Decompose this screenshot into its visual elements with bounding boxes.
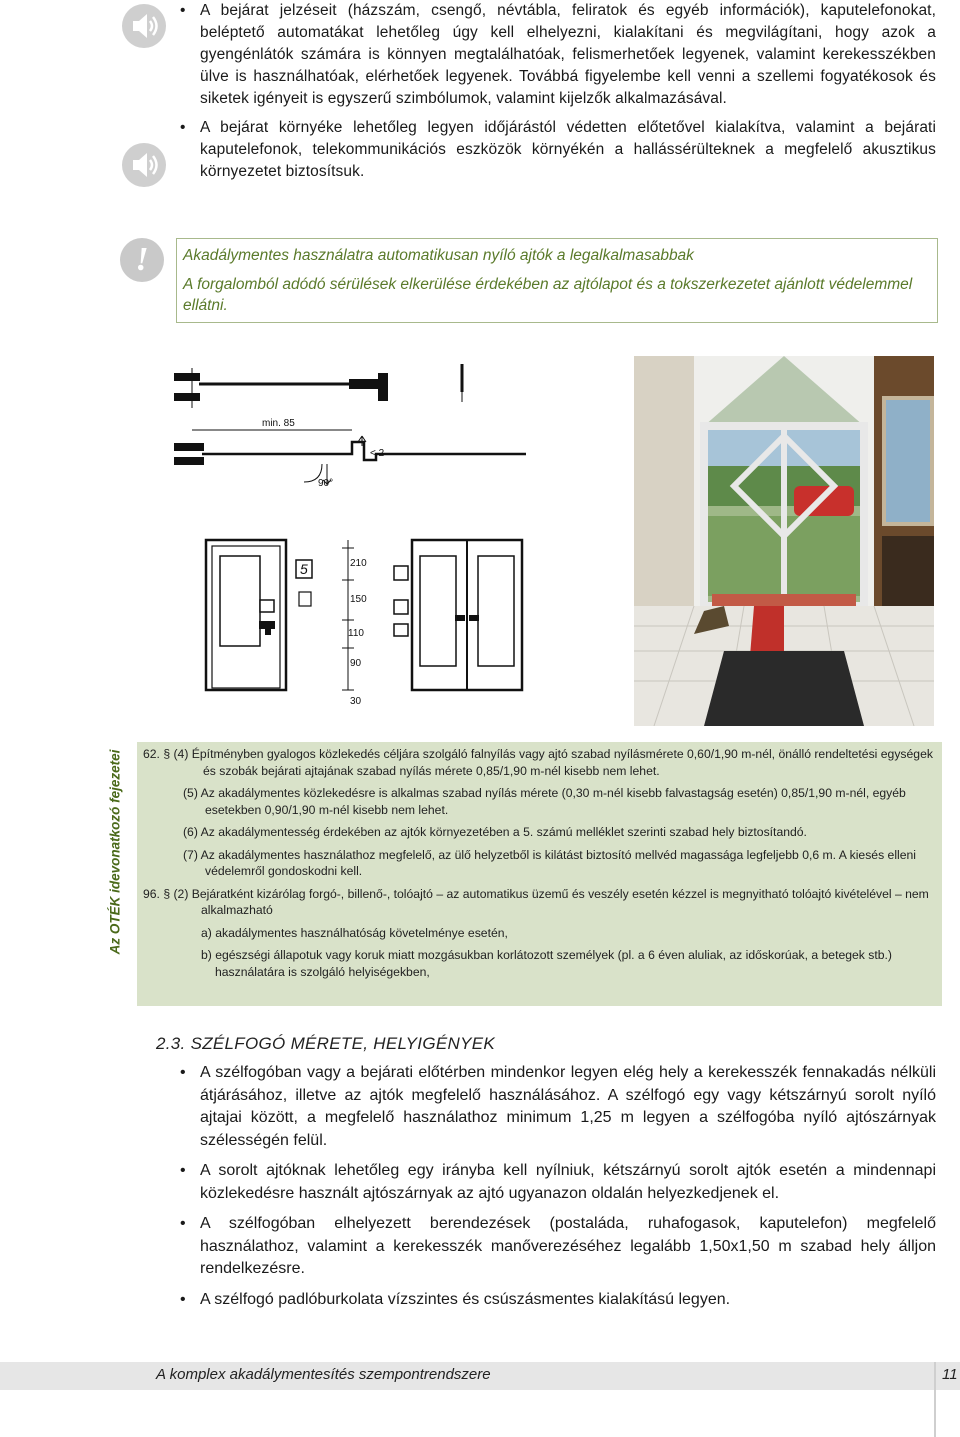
law-paragraph: a) akadálymentes használhatóság követelménye esetén, [201,925,508,940]
dimension-label: 110 [348,628,364,639]
law-paragraph: b) egészségi állapotuk vagy koruk miatt mozgásukban korlátozott személyek (pl. a 6 éven aluliak, az időskorúak, a betegek stb.) használatára is szolgáló helyiségekben, [201,948,892,979]
list-item: • A bejárat környéke lehetőleg legyen időjárástól védetten előtetővel kialakítva, valamint a bejárati kaputelefonok, telekommunikációs eszközök környékén a hallássérülteknek a megfelelő akusztikus környezetet biztosítsuk. [180,117,936,183]
list-item: • A szélfogó padlóburkolata vízszintes és csúszásmentes kialakítású legyen. [180,1289,936,1312]
dimension-label: 90 [350,658,362,669]
law-paragraph: 62. § (4) Építményben gyalogos közlekedés céljára szolgáló falnyílás vagy ajtó szabad nyílásmérete 0,60/1,90 m-nél, önálló rendeltetési egységek és szobák bejárati ajtajának szabad nyílás mérete 0,85/1,90 m-nél kisebb nem lehet. [143,747,933,778]
law-excerpt-box [137,742,942,1006]
list-item: • A szélfogóban vagy a bejárati előtérben mindenkor legyen elég hely a kerekesszék fennakadás nélküli átjárásához, illetve az ajtók megfelelő használásához. A szélfogó egy vagy kétszárnyú sorolt nyíló ajtajai között, a megfelelő használathoz minimum 1,25 m legyen a szélfogóba nyíló ajtószárnyak szélességén felül. [180,1062,936,1152]
law-paragraph: (7) Az akadálymentes használathoz megfelelő, az ülő helyzetből is kilátást biztosító mellvéd magassága legfeljebb 0,6 m. A kiesés elleni védelemről gondoskodni kell. [183,847,917,878]
note-line: A forgalomból adódó sérülések elkerülése érdekében az ajtólapot és a tokszerkezetet ajánlott védelemmel ellátni. [183,276,913,314]
list-item: • A sorolt ajtóknak lehetőleg egy irányba kell nyílniuk, kétszárnyú sorolt ajtók esetén a mindennapi közlekedésre használt ajtószárnyak az ajtó ugyanazon oldalán helyezkedjenek el. [180,1160,936,1205]
law-paragraph: (5) Az akadálymentes közlekedésre is alkalmas szabad nyílás mérete (0,30 m-nél kisebb falvastagság esetén) 0,85/1,90 m-nél, egyéb esetekben 0,90/1,90 m-nél kisebb nem lehet. [183,786,906,817]
dimension-label: 90° [318,478,334,489]
side-label [104,748,126,956]
footer-title: A komplex akadálymentesítés szempontrendszere [156,1366,491,1383]
bottom-bullet-list [180,1062,936,1319]
dimension-label: min. 85 [262,418,295,429]
note-box [176,238,938,323]
list-item: • A szélfogóban elhelyezett berendezések (postaláda, ruhafogasok, kaputelefon) megfelelő használathoz, valamint a kerekesszék manőverezéséhez legalább 1,50x1,50 m szabad hely álljon rendelkezésre. [180,1213,936,1281]
entrance-photo [634,356,934,726]
dimension-label: < 2 [370,448,385,459]
footer-divider [934,1362,936,1437]
list-item: • A bejárat jelzéseit (házszám, csengő, névtábla, feliratok és egyéb információk), kaputelefonokat, beléptető automatákat lehetőleg úgy kell elhelyezni, kialakítani és megvilágítani, hogy azok a gyengénlátók számára is könnyen megtalálhatóak, felismerhetőek legyenek, valamint kerekesszékben ülve is használhatóak, elérhetőek legyenek. Továbbá figyelembe kell venni a szellemi fogyatékosok és siketek igényeit is egyszerű szimbólumok, valamint kijelzők alkalmazásával. [180,0,936,110]
side-label-text: Az OTÉK idevonatkozó fejezetei [107,749,123,955]
note-line: Akadálymentes használatra automatikusan nyíló ajtók a legalkalmasabbak [183,247,694,264]
door-drawing [172,360,552,720]
top-bullet-list [180,0,936,183]
dimension-label: 210 [350,558,367,569]
law-paragraph: (6) Az akadálymentesség érdekében az ajtók környezetében a 5. számú melléklet szerinti szabad hely biztosítandó. [183,825,807,839]
law-paragraph: 96. § (2) Bejáratként kizárólag forgó-, billenő-, tolóajtó – az automatikus üzemű és veszély esetén kézzel is megnyitható tolóajtó kivételével – nem alkalmazható [143,886,929,917]
dimension-label: 30 [350,696,362,707]
exclamation-icon: ! [120,238,164,282]
page-number: 11 [942,1366,958,1383]
dimension-label: 150 [350,594,367,605]
speaker-icon [122,143,166,187]
section-title: 2.3. SZÉLFOGÓ MÉRETE, HELYIGÉNYEK [156,1034,495,1053]
speaker-icon [122,4,166,48]
dimension-label: 5 [300,561,308,577]
